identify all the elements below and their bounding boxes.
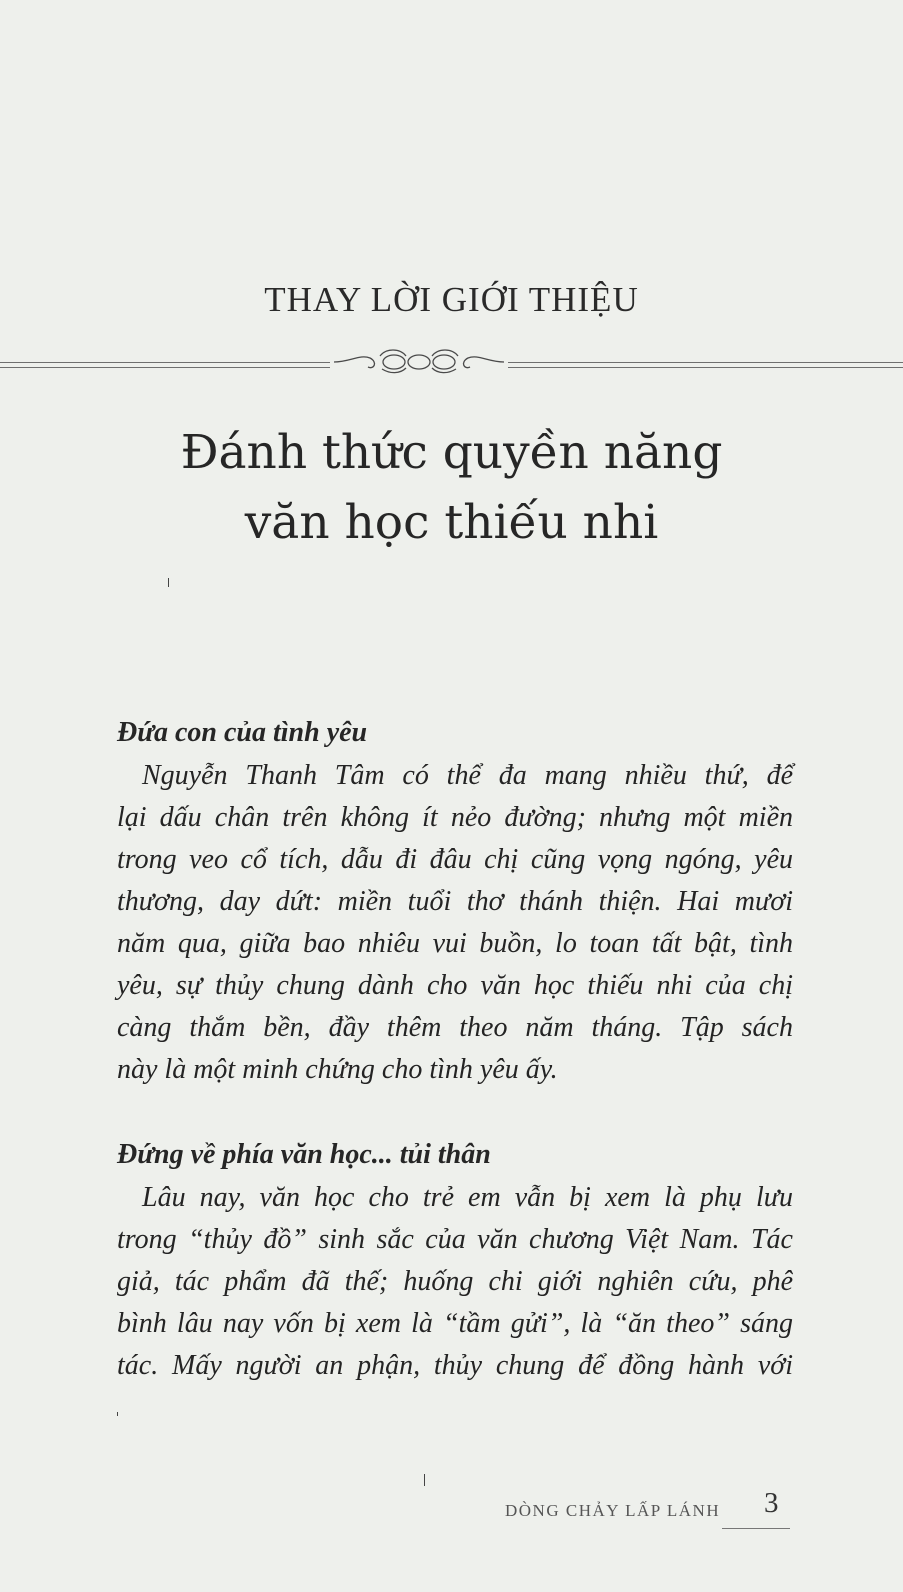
flourish-ornament (330, 338, 508, 378)
text-line: tác. Mấy người an phận, thủy chung để đồng hành với (117, 1350, 793, 1381)
text-line: trong veo cổ tích, dẫu đi đâu chị cũng vọng ngóng, yêu (117, 844, 793, 875)
text-line: càng thắm bền, đầy thêm theo năm tháng. Tập sách (117, 1012, 793, 1043)
main-title (0, 418, 903, 558)
text-line: Nguyễn Thanh Tâm có thể đa mang nhiều thứ, để (142, 760, 793, 791)
title-line: Đánh thức quyền năng (180, 425, 723, 480)
scan-mark (424, 1474, 425, 1486)
scan-mark (168, 578, 169, 587)
section-heading: Đứng về phía văn học... tủi thân (117, 1139, 491, 1170)
body-paragraph (117, 755, 793, 1091)
running-footer-title: DÒNG CHẢY LẤP LÁNH (505, 1501, 721, 1520)
text-line: năm qua, giữa bao nhiêu vui buồn, lo toan tất bật, tình (117, 928, 793, 959)
title-line: văn học thiếu nhi (244, 495, 659, 550)
section-heading: Đứa con của tình yêu (117, 717, 368, 748)
divider-left (0, 362, 330, 368)
footer-rule (722, 1528, 790, 1529)
text-line: giả, tác phẩm đã thế; huống chi giới nghiên cứu, phê (117, 1266, 793, 1297)
body-paragraph (117, 1177, 793, 1387)
text-line: Lâu nay, văn học cho trẻ em vẫn bị xem là phụ lưu (142, 1182, 793, 1213)
divider-right (508, 362, 903, 368)
text-line: trong “thủy đồ” sinh sắc của văn chương Việt Nam. Tác (117, 1224, 793, 1255)
text-line: yêu, sự thủy chung dành cho văn học thiếu nhi của chị (117, 970, 793, 1001)
text-line: này là một minh chứng cho tình yêu ấy. (117, 1054, 558, 1085)
text-line: thương, day dứt: miền tuổi thơ thánh thiện. Hai mươi (117, 886, 793, 917)
page-number: 3 (764, 1487, 779, 1519)
section-header: THAY LỜI GIỚI THIỆU (264, 280, 639, 319)
text-line: bình lâu nay vốn bị xem là “tầm gửi”, là “ăn theo” sáng (117, 1308, 793, 1339)
scan-mark (117, 1412, 118, 1416)
text-line: lại dấu chân trên không ít nẻo đường; nhưng một miền (117, 802, 793, 833)
